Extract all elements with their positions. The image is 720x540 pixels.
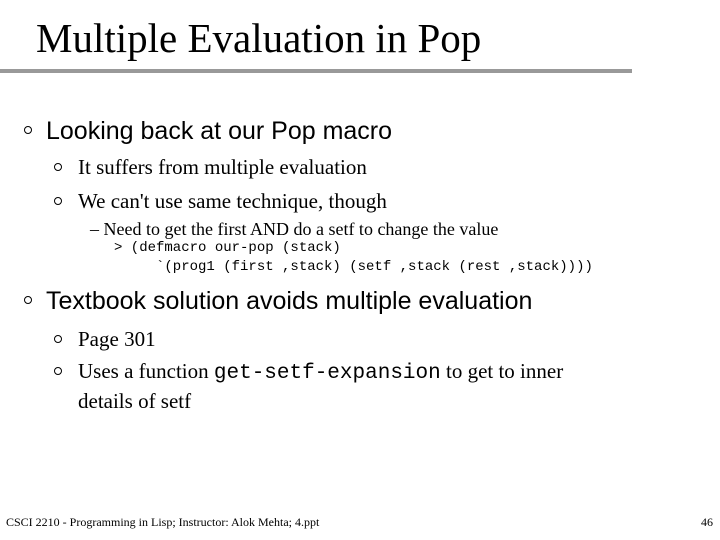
bullet-dot-icon: [54, 163, 62, 171]
bullet-dot-icon: [24, 296, 32, 304]
bullet-dot-icon: [24, 126, 32, 134]
sub-bullet-text-prefix: Uses a function: [78, 359, 209, 383]
code-line-defmacro: > (defmacro our-pop (stack): [114, 240, 341, 256]
sub-bullet-text-suffix: to get to inner: [445, 359, 564, 383]
sub-sub-bullet-need-first-and-setf: – Need to get the first AND do a setf to change the value: [90, 219, 499, 239]
sub-bullet-continuation: details of setf: [78, 389, 192, 413]
bullet-dot-icon: [54, 197, 62, 205]
bullet-text: Textbook solution avoids multiple evaluation: [46, 287, 533, 315]
code-line-prog1: `(prog1 (first ,stack) (setf ,stack (rest ,stack)))): [156, 259, 593, 275]
inline-code-function-name: get-setf-expansion: [213, 362, 441, 385]
bullet-dot-icon: [54, 335, 62, 343]
footer-course-info: CSCI 2210 - Programming in Lisp; Instructor: Alok Mehta; 4.ppt: [6, 515, 320, 529]
sub-bullet-text: Page 301: [78, 327, 156, 351]
slide-title: Multiple Evaluation in Pop: [36, 15, 482, 61]
bullet-dot-icon: [54, 367, 62, 375]
title-underline: [0, 69, 632, 73]
page-number: 46: [701, 515, 713, 529]
sub-bullet-text: It suffers from multiple evaluation: [78, 155, 367, 179]
bullet-text: Looking back at our Pop macro: [46, 117, 393, 145]
sub-bullet-text: We can't use same technique, though: [78, 189, 387, 213]
